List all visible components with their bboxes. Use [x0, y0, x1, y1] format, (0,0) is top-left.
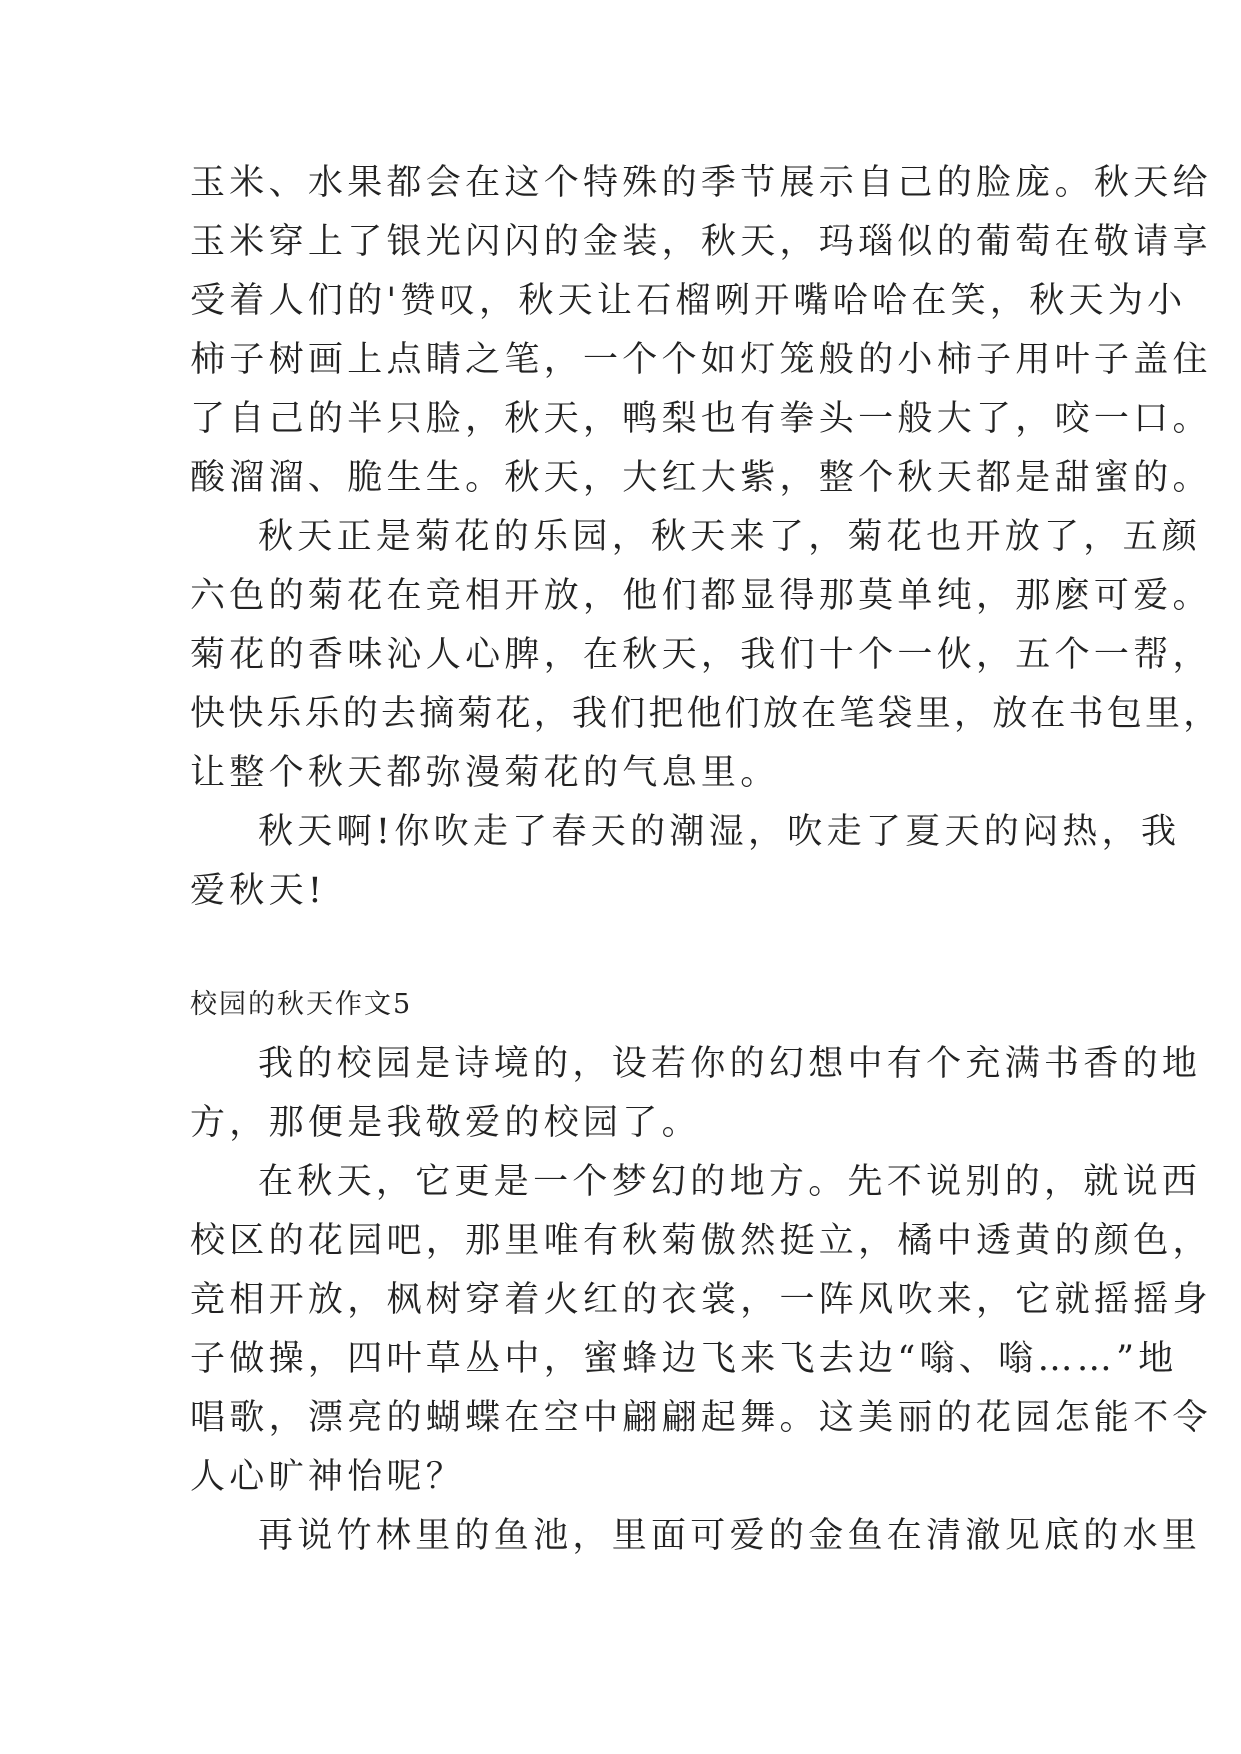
section-heading: 校园的秋天作文5 — [190, 989, 413, 1020]
text-line: 柿子树画上点睛之笔，一个个如灯笼般的小柿子用叶子盖住 — [190, 340, 1212, 380]
text-line: 了自己的半只脸，秋天，鸭梨也有拳头一般大了，咬一口。 — [190, 399, 1212, 439]
text-line: 子做操，四叶草丛中，蜜蜂边飞来飞去边“嗡、嗡……”地 — [190, 1339, 1178, 1379]
blank-spacer — [190, 921, 1070, 975]
text-line: 受着人们的'赞叹，秋天让石榴咧开嘴哈哈在笑，秋天为小 — [190, 281, 1187, 321]
text-line: 让整个秋天都弥漫菊花的气息里。 — [190, 753, 780, 793]
text-line: 秋天正是菊花的乐园，秋天来了，菊花也开放了，五颜 — [258, 517, 1202, 557]
paragraph — [190, 1153, 1212, 1507]
paragraph — [190, 803, 1181, 921]
text-line: 人心旷神怡呢？ — [190, 1457, 466, 1497]
paragraph — [190, 154, 1212, 508]
text-line: 玉米穿上了银光闪闪的金装，秋天，玛瑙似的葡萄在敬请享 — [190, 222, 1212, 262]
paragraph — [190, 508, 1222, 803]
document-page — [190, 154, 1222, 1566]
text-line: 方，那便是我敬爱的校园了。 — [190, 1103, 701, 1143]
text-line: 玉米、水果都会在这个特殊的季节展示自己的脸庞。秋天给 — [190, 163, 1212, 203]
text-line: 六色的菊花在竞相开放，他们都显得那莫单纯，那麽可爱。 — [190, 576, 1212, 616]
text-line: 唱歌，漂亮的蝴蝶在空中翩翩起舞。这美丽的花园怎能不令 — [190, 1398, 1212, 1438]
text-line: 秋天啊!你吹走了春天的潮湿，吹走了夏天的闷热，我 — [258, 812, 1181, 852]
text-line: 快快乐乐的去摘菊花，我们把他们放在笔袋里，放在书包里， — [190, 694, 1222, 734]
text-line: 竞相开放，枫树穿着火红的衣裳，一阵风吹来，它就摇摇身 — [190, 1280, 1212, 1320]
text-line: 校区的花园吧，那里唯有秋菊傲然挺立，橘中透黄的颜色， — [190, 1221, 1212, 1261]
text-line: 菊花的香味沁人心脾，在秋天，我们十个一伙，五个一帮， — [190, 635, 1212, 675]
text-line: 爱秋天! — [190, 871, 327, 911]
text-line: 再说竹林里的鱼池，里面可爱的金鱼在清澈见底的水里 — [258, 1516, 1202, 1556]
paragraph — [190, 1507, 1202, 1566]
text-line: 酸溜溜、脆生生。秋天，大红大紫，整个秋天都是甜蜜的。 — [190, 458, 1212, 498]
text-line: 在秋天，它更是一个梦幻的地方。先不说别的，就说西 — [258, 1162, 1202, 1202]
paragraph — [190, 1035, 1202, 1153]
text-line: 我的校园是诗境的，设若你的幻想中有个充满书香的地 — [258, 1044, 1202, 1084]
